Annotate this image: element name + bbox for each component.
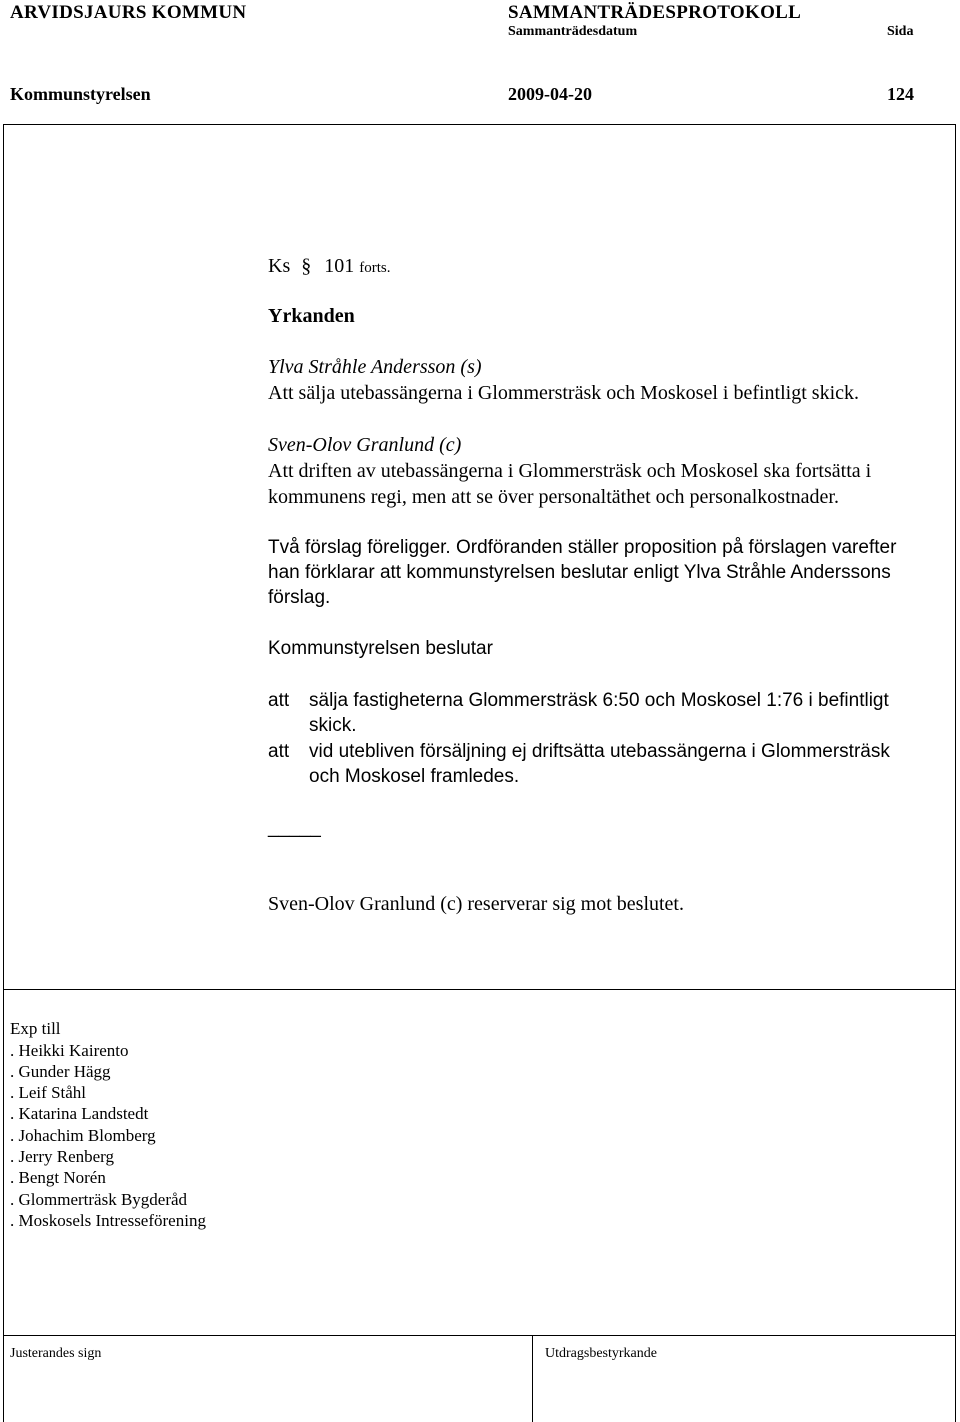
- recipient-9: . Moskosels Intresseförening: [10, 1211, 206, 1230]
- section-symbol: §: [301, 255, 312, 277]
- recipient-5: . Johachim Blomberg: [10, 1126, 156, 1145]
- ref-suffix: forts.: [359, 260, 391, 276]
- ref-number: 101: [324, 255, 355, 277]
- page-number: 124: [887, 84, 914, 104]
- divider-signatures: [4, 1335, 955, 1336]
- recipient-7: . Bengt Norén: [10, 1168, 106, 1187]
- section-reference: [268, 253, 390, 281]
- organization-name: ARVIDSJAURS KOMMUN: [10, 2, 247, 23]
- utdragsbestyrkande-label: Utdragsbestyrkande: [545, 1346, 657, 1361]
- divider-distribution: [4, 989, 955, 990]
- document-type: SAMMANTRÄDESPROTOKOLL: [508, 2, 802, 23]
- page-label: Sida: [887, 24, 914, 39]
- decision-heading: Kommunstyrelsen beslutar: [268, 638, 493, 659]
- decision-1-prefix: att: [268, 690, 290, 711]
- proposal-2-text-line-2: kommunens regi, men att se över personaltäthet och personalkostnader.: [268, 486, 839, 508]
- body-name: Kommunstyrelsen: [10, 84, 151, 104]
- distribution-label: Exp till: [10, 1019, 61, 1038]
- justerandes-sign-label: Justerandes sign: [10, 1346, 102, 1361]
- ref-prefix: Ks: [268, 255, 291, 277]
- proposal-2-text-line-1: Att driften av utebassängerna i Glommersträsk och Moskosel ska fortsätta i: [268, 460, 872, 482]
- decision-2-prefix: att: [268, 741, 290, 762]
- recipient-4: . Katarina Landstedt: [10, 1104, 149, 1123]
- recipient-3: . Leif Ståhl: [10, 1083, 87, 1102]
- recipient-6: . Jerry Renberg: [10, 1147, 115, 1166]
- reservation-note: Sven-Olov Granlund (c) reserverar sig mot beslutet.: [268, 893, 684, 915]
- proposal-2-name: Sven-Olov Granlund (c): [268, 434, 462, 456]
- section-heading: Yrkanden: [268, 305, 355, 327]
- decision-2-line-1: vid utebliven försäljning ej driftsätta utebassängerna i Glommersträsk: [309, 741, 890, 762]
- recipient-2: . Gunder Hägg: [10, 1062, 111, 1081]
- discussion-line-1: Två förslag föreligger. Ordföranden ställer proposition på förslagen varefter: [268, 537, 897, 558]
- proposal-1-name: Ylva Stråhle Andersson (s): [268, 356, 482, 378]
- decision-2-line-2: och Moskosel framledes.: [309, 766, 520, 787]
- divider-signature-columns: [532, 1335, 533, 1422]
- discussion-line-3: förslag.: [268, 587, 331, 608]
- recipient-8: . Glommerträsk Bygderåd: [10, 1190, 188, 1209]
- meeting-date: 2009-04-20: [508, 84, 592, 104]
- meeting-date-label: Sammanträdesdatum: [508, 24, 638, 39]
- proposal-1-text: Att sälja utebassängerna i Glommersträsk och Moskosel i befintligt skick.: [268, 382, 859, 404]
- decision-1-line-2: skick.: [309, 715, 357, 736]
- discussion-line-2: han förklarar att kommunstyrelsen beslutar enligt Ylva Stråhle Anderssons: [268, 562, 891, 583]
- separator-line: _____: [268, 817, 321, 838]
- decision-1-line-1: sälja fastigheterna Glommersträsk 6:50 och Moskosel 1:76 i befintligt: [309, 690, 889, 711]
- recipient-1: . Heikki Kairento: [10, 1041, 129, 1060]
